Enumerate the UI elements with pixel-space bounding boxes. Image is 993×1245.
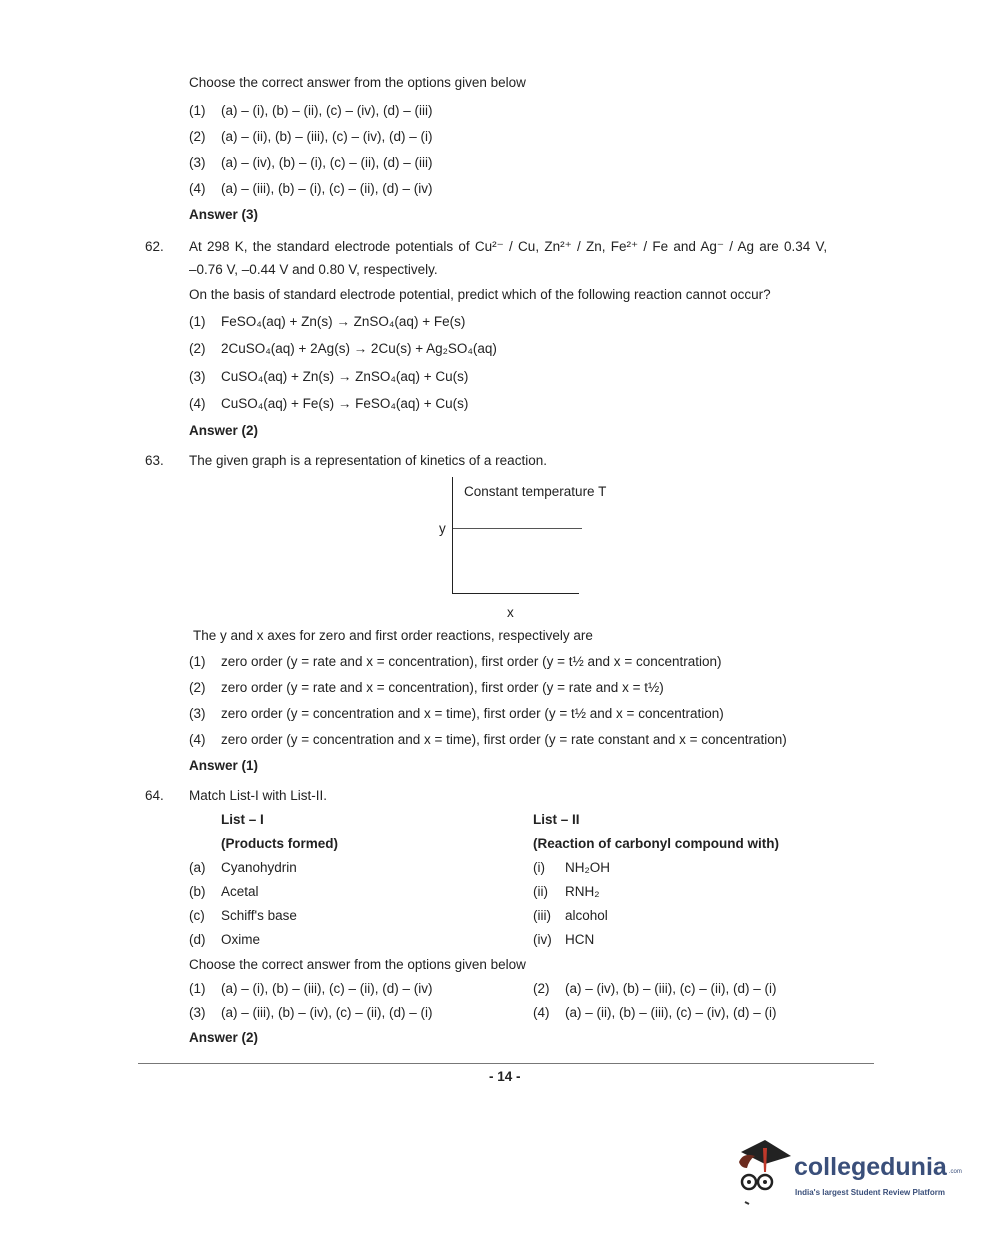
option-number: (4) (189, 396, 206, 411)
q64-answer: Answer (2) (189, 1030, 259, 1045)
q63-question: The y and x axes for zero and first order reactions, respectively are (193, 628, 593, 643)
option-text: CuSO₄(aq) + Zn(s) → ZnSO₄(aq) + Cu(s) (221, 369, 469, 384)
list1-label: (d) (189, 932, 206, 947)
option-text: (a) – (iv), (b) – (iii), (c) – (ii), (d) – (i) (565, 981, 777, 996)
q62-text-1: At 298 K, the standard electrode potentials of Cu²⁻ / Cu, Zn²⁺ / Zn, Fe²⁺ / Fe and Ag⁻ / Ag are 0.34 V, (189, 239, 828, 254)
logo-wordmark-row (794, 1152, 962, 1182)
option-text: 2CuSO₄(aq) + 2Ag(s) → 2Cu(s) + Ag₂SO₄(aq) (221, 341, 497, 356)
q63-answer: Answer (1) (189, 758, 259, 773)
list2-item: HCN (565, 932, 595, 947)
option-text: zero order (y = rate and x = concentration), first order (y = rate and x = t½) (221, 680, 664, 695)
graph-y-axis (452, 477, 453, 594)
list1-label: (c) (189, 908, 205, 923)
option-text: (a) – (ii), (b) – (iii), (c) – (iv), (d) – (i) (565, 1005, 777, 1020)
list1-item: Acetal (221, 884, 259, 899)
option-text: (a) – (iii), (b) – (i), (c) – (ii), (d) – (iv) (221, 181, 433, 196)
option-number: (1) (189, 103, 206, 118)
list2-item: alcohol (565, 908, 608, 923)
logo-tagline: India's largest Student Review Platform (795, 1188, 945, 1197)
option-number: (2) (189, 129, 206, 144)
list1-label: (b) (189, 884, 206, 899)
list1-subheading: (Products formed) (221, 836, 339, 851)
q61-prompt: Choose the correct answer from the options given below (189, 75, 526, 90)
option-number: (2) (533, 981, 550, 996)
graph-title: Constant temperature T (464, 484, 607, 499)
q62-number: 62. (145, 239, 164, 254)
q62-answer: Answer (2) (189, 423, 259, 438)
q63-number: 63. (145, 453, 164, 468)
list1-item: Oxime (221, 932, 261, 947)
list2-item: RNH₂ (565, 884, 600, 899)
option-text: (a) – (i), (b) – (ii), (c) – (iv), (d) – (iii) (221, 103, 433, 118)
option-number: (2) (189, 680, 206, 695)
q63-text: The given graph is a representation of kinetics of a reaction. (189, 453, 547, 468)
option-number: (4) (189, 732, 206, 747)
option-text: zero order (y = concentration and x = time), first order (y = rate constant and x = concentration) (221, 732, 787, 747)
option-text: (a) – (i), (b) – (iii), (c) – (ii), (d) – (iv) (221, 981, 433, 996)
option-text: FeSO₄(aq) + Zn(s) → ZnSO₄(aq) + Fe(s) (221, 314, 466, 329)
option-number: (3) (189, 1005, 206, 1020)
list1-heading: List – I (221, 812, 264, 827)
option-text: zero order (y = concentration and x = time), first order (y = t½ and x = concentration) (221, 706, 724, 721)
q62-question: On the basis of standard electrode potential, predict which of the following reaction cannot occur? (189, 287, 771, 302)
graph-x-label: x (507, 605, 514, 620)
page-number: - 14 - (489, 1069, 521, 1084)
q64-text: Match List-I with List-II. (189, 788, 328, 803)
option-number: (3) (189, 369, 206, 384)
graph-y-label: y (439, 521, 446, 536)
list1-item: Cyanohydrin (221, 860, 297, 875)
footer-divider (138, 1063, 874, 1064)
q62-text-2: –0.76 V, –0.44 V and 0.80 V, respectively. (189, 262, 438, 277)
option-text: zero order (y = rate and x = concentration), first order (y = t½ and x = concentration) (221, 654, 722, 669)
graph-horizontal-line (453, 528, 582, 529)
mascot-icon (735, 1138, 793, 1208)
option-number: (1) (189, 654, 206, 669)
option-text: CuSO₄(aq) + Fe(s) → FeSO₄(aq) + Cu(s) (221, 396, 469, 411)
option-text: (a) – (iii), (b) – (iv), (c) – (ii), (d) – (i) (221, 1005, 433, 1020)
q64-prompt: Choose the correct answer from the options given below (189, 957, 526, 972)
logo-com: .com (948, 1169, 962, 1175)
list1-label: (a) (189, 860, 206, 875)
list2-subheading: (Reaction of carbonyl compound with) (533, 836, 779, 851)
list1-item: Schiff's base (221, 908, 297, 923)
logo-wordmark: collegedunia (794, 1153, 947, 1181)
q64-number: 64. (145, 788, 164, 803)
list2-label: (iv) (533, 932, 552, 947)
option-number: (1) (189, 981, 206, 996)
option-number: (4) (533, 1005, 550, 1020)
option-text: (a) – (iv), (b) – (i), (c) – (ii), (d) – (iii) (221, 155, 433, 170)
option-number: (4) (189, 181, 206, 196)
list2-label: (i) (533, 860, 545, 875)
graph-x-axis (452, 593, 579, 594)
list2-label: (iii) (533, 908, 551, 923)
option-number: (1) (189, 314, 206, 329)
option-number: (3) (189, 706, 206, 721)
q61-answer: Answer (3) (189, 207, 259, 222)
list2-label: (ii) (533, 884, 548, 899)
option-number: (2) (189, 341, 206, 356)
option-number: (3) (189, 155, 206, 170)
option-text: (a) – (ii), (b) – (iii), (c) – (iv), (d) – (i) (221, 129, 433, 144)
list2-item: NH₂OH (565, 860, 610, 875)
list2-heading: List – II (533, 812, 580, 827)
